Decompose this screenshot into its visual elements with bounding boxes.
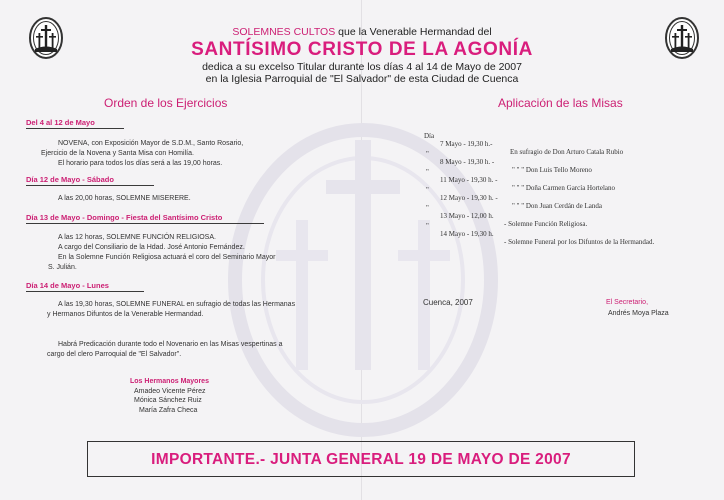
mass-date: 8 Mayo - 19,30 h. -: [440, 158, 495, 166]
signers-block: [130, 377, 214, 415]
day-line: Ejercicio de la Novena y Santa Misa con Homilía.: [41, 150, 194, 157]
day-label: [26, 118, 95, 127]
header-intro-rest: que la Venerable Hermandad del: [335, 26, 492, 38]
note-line: Habrá Predicación durante todo el Novenario en las Misas vespertinas a: [58, 341, 283, 348]
mass-prefix: ": [426, 204, 429, 212]
mass-prefix: ": [426, 168, 429, 176]
mass-detail: " " " Don Juan Cerdán de Landa: [512, 202, 603, 210]
secretary-name: Andrés Moya Plaza: [608, 310, 669, 317]
day-description: [48, 233, 276, 273]
day-line: NOVENA, con Exposición Mayor de S.D.M., Santo Rosario,: [58, 140, 244, 147]
day-description: [47, 300, 296, 320]
note-line: cargo del clero Parroquial de "El Salvador".: [47, 351, 182, 358]
mass-date: 14 Mayo - 19,30 h.: [440, 230, 494, 238]
signer-name: Mónica Sánchez Ruiz: [134, 397, 202, 404]
day-label: [26, 213, 222, 222]
mass-prefix: Día: [424, 132, 435, 140]
day-line: y Hermanos Difuntos de la Venerable Hermandad.: [47, 311, 204, 318]
signer-name: Amadeo Vicente Pérez: [134, 387, 206, 395]
day-line: A las 12 horas, SOLEMNE FUNCIÓN RELIGIOSA.: [58, 234, 216, 241]
day-line: S. Julián.: [48, 264, 77, 271]
day-label: [26, 175, 114, 184]
mass-detail: " " " Don Luis Tello Moreno: [512, 166, 592, 174]
mass-detail: - Solemne Función Religiosa.: [504, 220, 588, 228]
day-line: El horario para todos los días será a las 19,00 horas.: [58, 160, 223, 167]
day-line: A las 19,30 horas, SOLEMNE FUNERAL en sufragio de todas las Hermanas: [58, 301, 296, 308]
day-line: A cargo del Consiliario de la Hdad. José Antonio Fernández.: [58, 244, 245, 251]
header-highlight: SOLEMNES CULTOS: [232, 26, 336, 38]
day-label-text: Día 12 de Mayo - Sábado: [26, 175, 114, 184]
mass-detail: - Solemne Funeral por los Difuntos de la Hermandad.: [504, 238, 655, 246]
mass-date: 7 Mayo - 19,30 h.-: [440, 140, 493, 148]
day-label-text: Día 13 de Mayo - Domingo - Fiesta del Santísimo Cristo: [26, 213, 223, 222]
preaching-note: [47, 340, 283, 360]
mass-detail: En sufragio de Don Arturo Catala Rubio: [510, 148, 624, 156]
day-rule: [26, 128, 124, 129]
header-dedication: dedica a su excelso Titular durante los días 4 al 14 de Mayo de 2007: [202, 61, 522, 73]
header-location: en la Iglesia Parroquial de "El Salvador" de esta Ciudad de Cuenca: [205, 73, 519, 85]
day-line: En la Solemne Función Religiosa actuará el coro del Seminario Mayor: [58, 254, 276, 261]
important-notice: [87, 441, 635, 477]
mass-prefix: ": [426, 222, 429, 230]
day-description: [58, 194, 191, 204]
day-rule: [26, 185, 154, 186]
day-rule: [26, 291, 144, 292]
mass-prefix: ": [426, 150, 429, 158]
mass-date: 11 Mayo - 19,30 h. -: [440, 176, 498, 184]
signer-name: María Zafra Checa: [139, 406, 198, 414]
mass-detail: " " " Doña Carmen García Hortelano: [512, 184, 616, 192]
day-line: A las 20,00 horas, SOLEMNE MISERERE.: [58, 195, 191, 202]
signers-title: Los Hermanos Mayores: [130, 378, 209, 385]
header: [0, 26, 724, 85]
important-text: IMPORTANTE.- JUNTA GENERAL 19 DE MAYO DE 2007: [151, 451, 571, 468]
left-heading: Orden de los Ejercicios: [104, 96, 228, 110]
right-heading: Aplicación de las Misas: [498, 96, 623, 110]
day-rule: [26, 223, 264, 224]
day-label: [26, 281, 109, 290]
header-intro: [0, 26, 724, 38]
day-description: [41, 139, 311, 169]
mass-date: 12 Mayo - 19,30 h. -: [440, 194, 498, 202]
day-label-text: Del 4 al 12 de Mayo: [26, 118, 95, 127]
secretary-title: El Secretario,: [606, 299, 649, 306]
place-date: Cuenca, 2007: [423, 298, 473, 307]
page-title: SANTÍSIMO CRISTO DE LA AGONÍA: [191, 39, 533, 60]
day-label-text: Día 14 de Mayo - Lunes: [26, 281, 109, 290]
mass-prefix: ": [426, 186, 429, 194]
mass-date: 13 Mayo - 12,00 h.: [440, 212, 494, 220]
